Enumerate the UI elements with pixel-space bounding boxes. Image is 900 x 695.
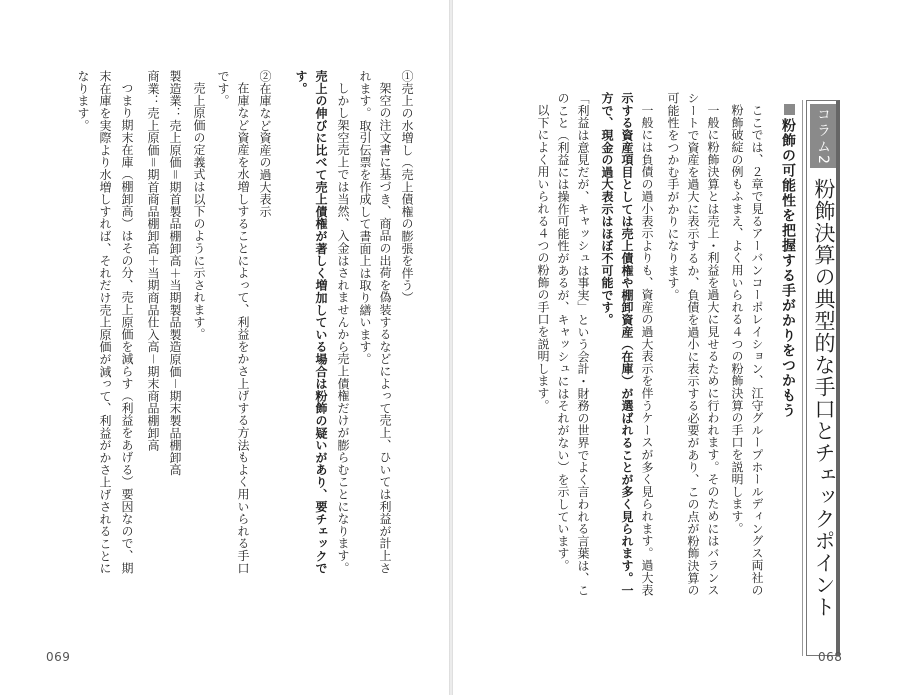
square-bullet-icon [784, 104, 795, 115]
body-line: 架空の注文書に基づき、商品の出荷を偽装するなどによって売上、ひいては利益が計上さ [378, 82, 392, 574]
body-line: 「利益は意見だが、キャッシュは事実」という会計・財務の世界でよく言われる言葉は、こ [576, 92, 590, 597]
body-line: です。 [216, 70, 230, 107]
body-line: 以下によく用いられる４つの粉飾の手口を説明します。 [536, 104, 550, 412]
column-title: 粉飾決算の典型的な手口とチェックポイント [812, 178, 836, 618]
body-line-emphasis: 売上の伸びに比べて売上債権が著しく増加している場合は粉飾の疑いがあり、要チェックで [314, 70, 328, 575]
book-gutter [449, 0, 453, 695]
column-badge: コラム2 [810, 104, 836, 168]
body-line: しかし架空売上では当然、入金はされませんから売上債権だけが膨らむことになります。 [336, 82, 350, 574]
body-line-emphasis: 方で、現金の過大表示はほぼ不可能です。 [600, 92, 614, 326]
item-heading: ①売上の水増し（売上債権の膨張を伴う） [400, 70, 414, 304]
body-line-emphasis: す。 [294, 70, 308, 95]
page-number: 068 [818, 650, 843, 664]
body-line: 一般に粉飾決算とは売上・利益を過大に見せるために行われます。そのためにはバランス [706, 104, 720, 596]
section-subheading: 粉飾の可能性を把握する手がかりをつかもう [780, 118, 796, 418]
formula-line: 商業：売上原価＝期首商品棚卸高＋当期商品仕入高－期末商品棚卸高 [146, 70, 160, 452]
body-line-emphasis: 示する資産項目としては売上債権や棚卸資産（在庫）が選ばれることが多く見られます。一 [620, 92, 634, 597]
heading-rule [802, 100, 803, 656]
page-number: 069 [46, 650, 71, 664]
body-line: 売上原価の定義式は以下のように示されます。 [192, 82, 206, 341]
body-line: れます。取引伝票を作成して書面上は取り繕います。 [358, 70, 372, 366]
body-line: なります。 [76, 70, 90, 132]
body-line: 粉飾破綻の例もふまえ、よく用いられる４つの粉飾決算の手口を説明します。 [730, 104, 744, 535]
body-line: のこと（利益には操作可能性があるが、キャッシュにはそれがない）を示しています。 [556, 92, 570, 572]
item-heading: ②在庫など資産の過大表示 [258, 70, 272, 218]
body-line: つまり期末在庫（棚卸高）はその分、売上原価を減らす（利益をあげる）要因なので、期 [120, 82, 134, 574]
formula-line: 製造業：売上原価＝期首製品棚卸高＋当期製品製造原価－期末製品棚卸高 [168, 70, 182, 476]
body-line: 可能性をつかむ手がかりになります。 [666, 92, 680, 302]
body-line: シートで資産を過大に表示するか、負債を過小に表示する必要があり、この点が粉飾決算の [686, 92, 700, 597]
body-line: 一般には負債の過小表示よりも、資産の過大表示を伴うケースが多く見られます。過大表 [640, 104, 654, 596]
body-line: 在庫など資産を水増しすることによって、利益をかさ上げする方法もよく用いられる手口 [236, 82, 250, 574]
body-line: ここでは、２章で見るアーバンコーポレイション、江守グループホールディングス両社の [750, 104, 764, 596]
body-line: 末在庫を実際より水増しすれば、それだけ売上原価が減って、利益がかさ上げされることに [98, 70, 112, 575]
